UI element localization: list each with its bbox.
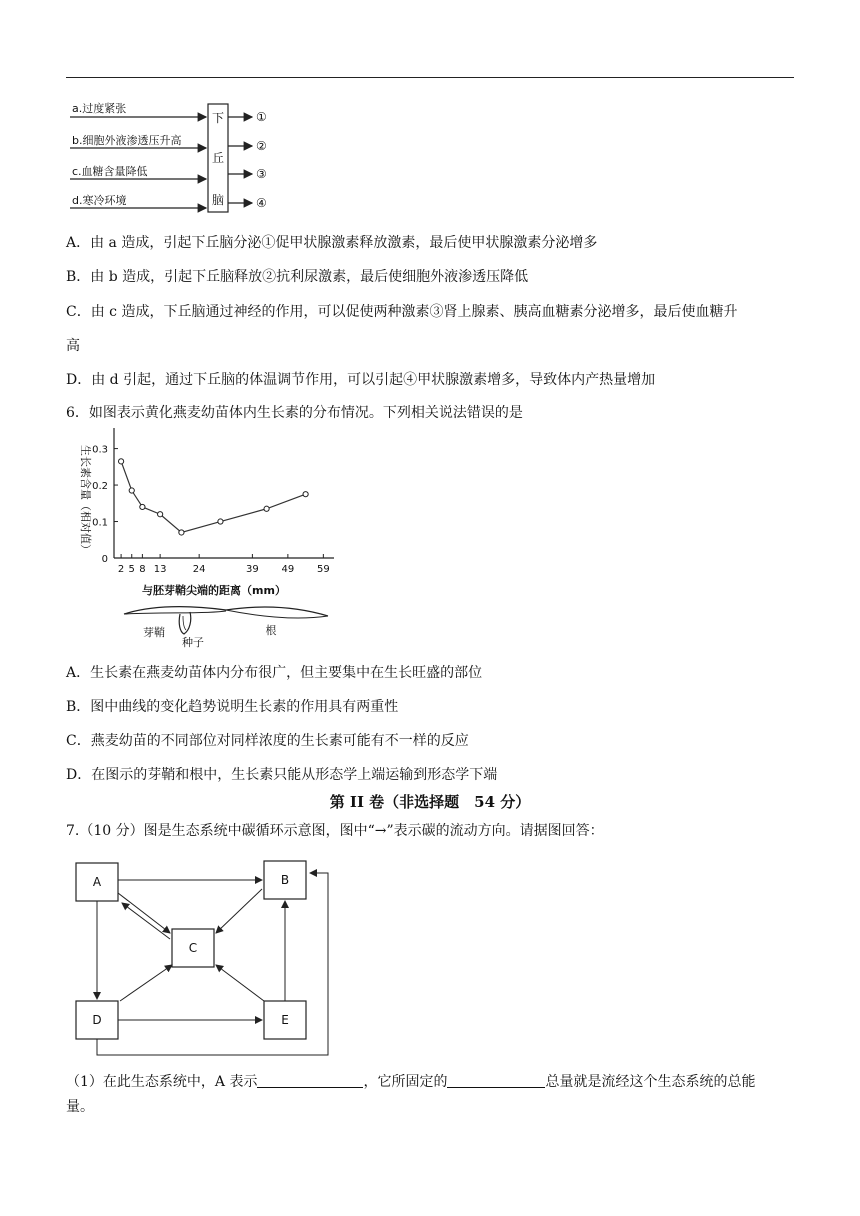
node-d-label: D [92, 1013, 102, 1027]
data-point [158, 512, 163, 517]
hypothalamus-char-2: 丘 [211, 151, 225, 165]
q7-sub1-part3: 总量就是流经这个生态系统的总能 [545, 1074, 756, 1090]
chart-xlabel: 与胚芽鞘尖端的距离（mm） [142, 584, 286, 597]
x-tick-label: 2 [117, 564, 125, 575]
q5-option-b: B．由 b 造成，引起下丘脑释放②抗利尿激素，最后使细胞外液渗透压降低 [66, 269, 529, 285]
node-a-label: A [92, 875, 102, 889]
header-rule [66, 77, 794, 78]
q5-option-a: A．由 a 造成，引起下丘脑分泌①促甲状腺激素释放激素，最后使甲状腺激素分泌增多 [66, 235, 598, 251]
data-point [264, 506, 269, 511]
y-tick-label: 0.2 [92, 481, 108, 493]
hypothalamus-char-3: 脑 [211, 193, 225, 207]
y-tick-label: 0.1 [92, 517, 108, 529]
q5-option-d: D．由 d 引起，通过下丘脑的体温调节作用，可以引起④甲状腺激素增多，导致体内产热量增加 [66, 372, 656, 388]
x-tick-label: 8 [139, 564, 146, 575]
label-root: 根 [265, 624, 277, 637]
stimulus-a: a.过度紧张 [72, 102, 127, 115]
answer-blank-1[interactable] [257, 1073, 363, 1088]
node-b-label: B [280, 873, 290, 887]
q7-sub1-line1 [66, 1072, 755, 1092]
x-tick-label: 59 [316, 564, 330, 575]
y-tick-label: 0 [101, 554, 108, 565]
q6-option-d: D．在图示的芽鞘和根中，生长素只能从形态学上端运输到形态学下端 [66, 767, 498, 783]
x-tick-label: 24 [192, 564, 206, 575]
data-point [303, 492, 308, 497]
output-3: ③ [256, 167, 267, 181]
answer-blank-2[interactable] [447, 1073, 545, 1088]
data-point [179, 530, 184, 535]
seed-sketch [179, 612, 191, 634]
q5-option-c-cont: 高 [66, 338, 80, 354]
stimulus-c: c.血糖含量降低 [72, 165, 148, 178]
hypothalamus-char-1: 下 [211, 111, 225, 125]
q6-option-c: C．燕麦幼苗的不同部位对同样浓度的生长素可能有不一样的反应 [66, 733, 469, 749]
q6-option-a: A．生长素在燕麦幼苗体内分布很广，但主要集中在生长旺盛的部位 [66, 665, 483, 681]
data-point [218, 519, 223, 524]
x-tick-label: 5 [128, 564, 135, 575]
q7-stem: 7.（10 分）图是生态系统中碳循环示意图，图中“→”表示碳的流动方向。请据图回答： [66, 823, 604, 839]
q6-option-b: B．图中曲线的变化趋势说明生长素的作用具有两重性 [66, 699, 399, 715]
node-e-label: E [281, 1013, 289, 1027]
q7-sub1-part2: ，它所固定的 [363, 1074, 448, 1090]
q5-option-c: C．由 c 造成，下丘脑通过神经的作用，可以促使两种激素③肾上腺素、胰高血糖素分泌增多，最后使血糖升 [66, 304, 738, 320]
y-tick-label: 0.3 [92, 444, 108, 456]
x-tick-label: 13 [153, 564, 167, 575]
auxin-distribution-chart [66, 428, 346, 650]
label-seed: 种子 [182, 636, 204, 649]
data-point [140, 504, 145, 509]
auxin-series-line [121, 461, 306, 532]
output-4: ④ [256, 196, 267, 210]
x-tick-label: 39 [246, 564, 259, 575]
q6-stem: 6．如图表示黄化燕麦幼苗体内生长素的分布情况。下列相关说法错误的是 [66, 405, 523, 421]
q7-sub1-part1: （1）在此生态系统中，A 表示 [66, 1074, 258, 1090]
data-point [118, 459, 123, 464]
output-2: ② [256, 139, 267, 153]
section-title: 第 II 卷（非选择题 54 分） [329, 793, 531, 811]
label-coleoptile: 芽鞘 [143, 626, 165, 639]
hypothalamus-figure [66, 100, 286, 218]
data-point [129, 488, 134, 493]
stimulus-b: b.细胞外液渗透压升高 [72, 134, 182, 147]
output-1: ① [256, 110, 267, 124]
x-tick-label: 49 [281, 564, 295, 575]
node-c-label: C [188, 941, 198, 955]
carbon-cycle-diagram [66, 855, 336, 1060]
stimulus-d: d.寒冷环境 [72, 194, 127, 207]
chart-ylabel: 生长素含量（相对值） [79, 445, 92, 555]
q7-sub1-line2: 量。 [66, 1099, 94, 1115]
